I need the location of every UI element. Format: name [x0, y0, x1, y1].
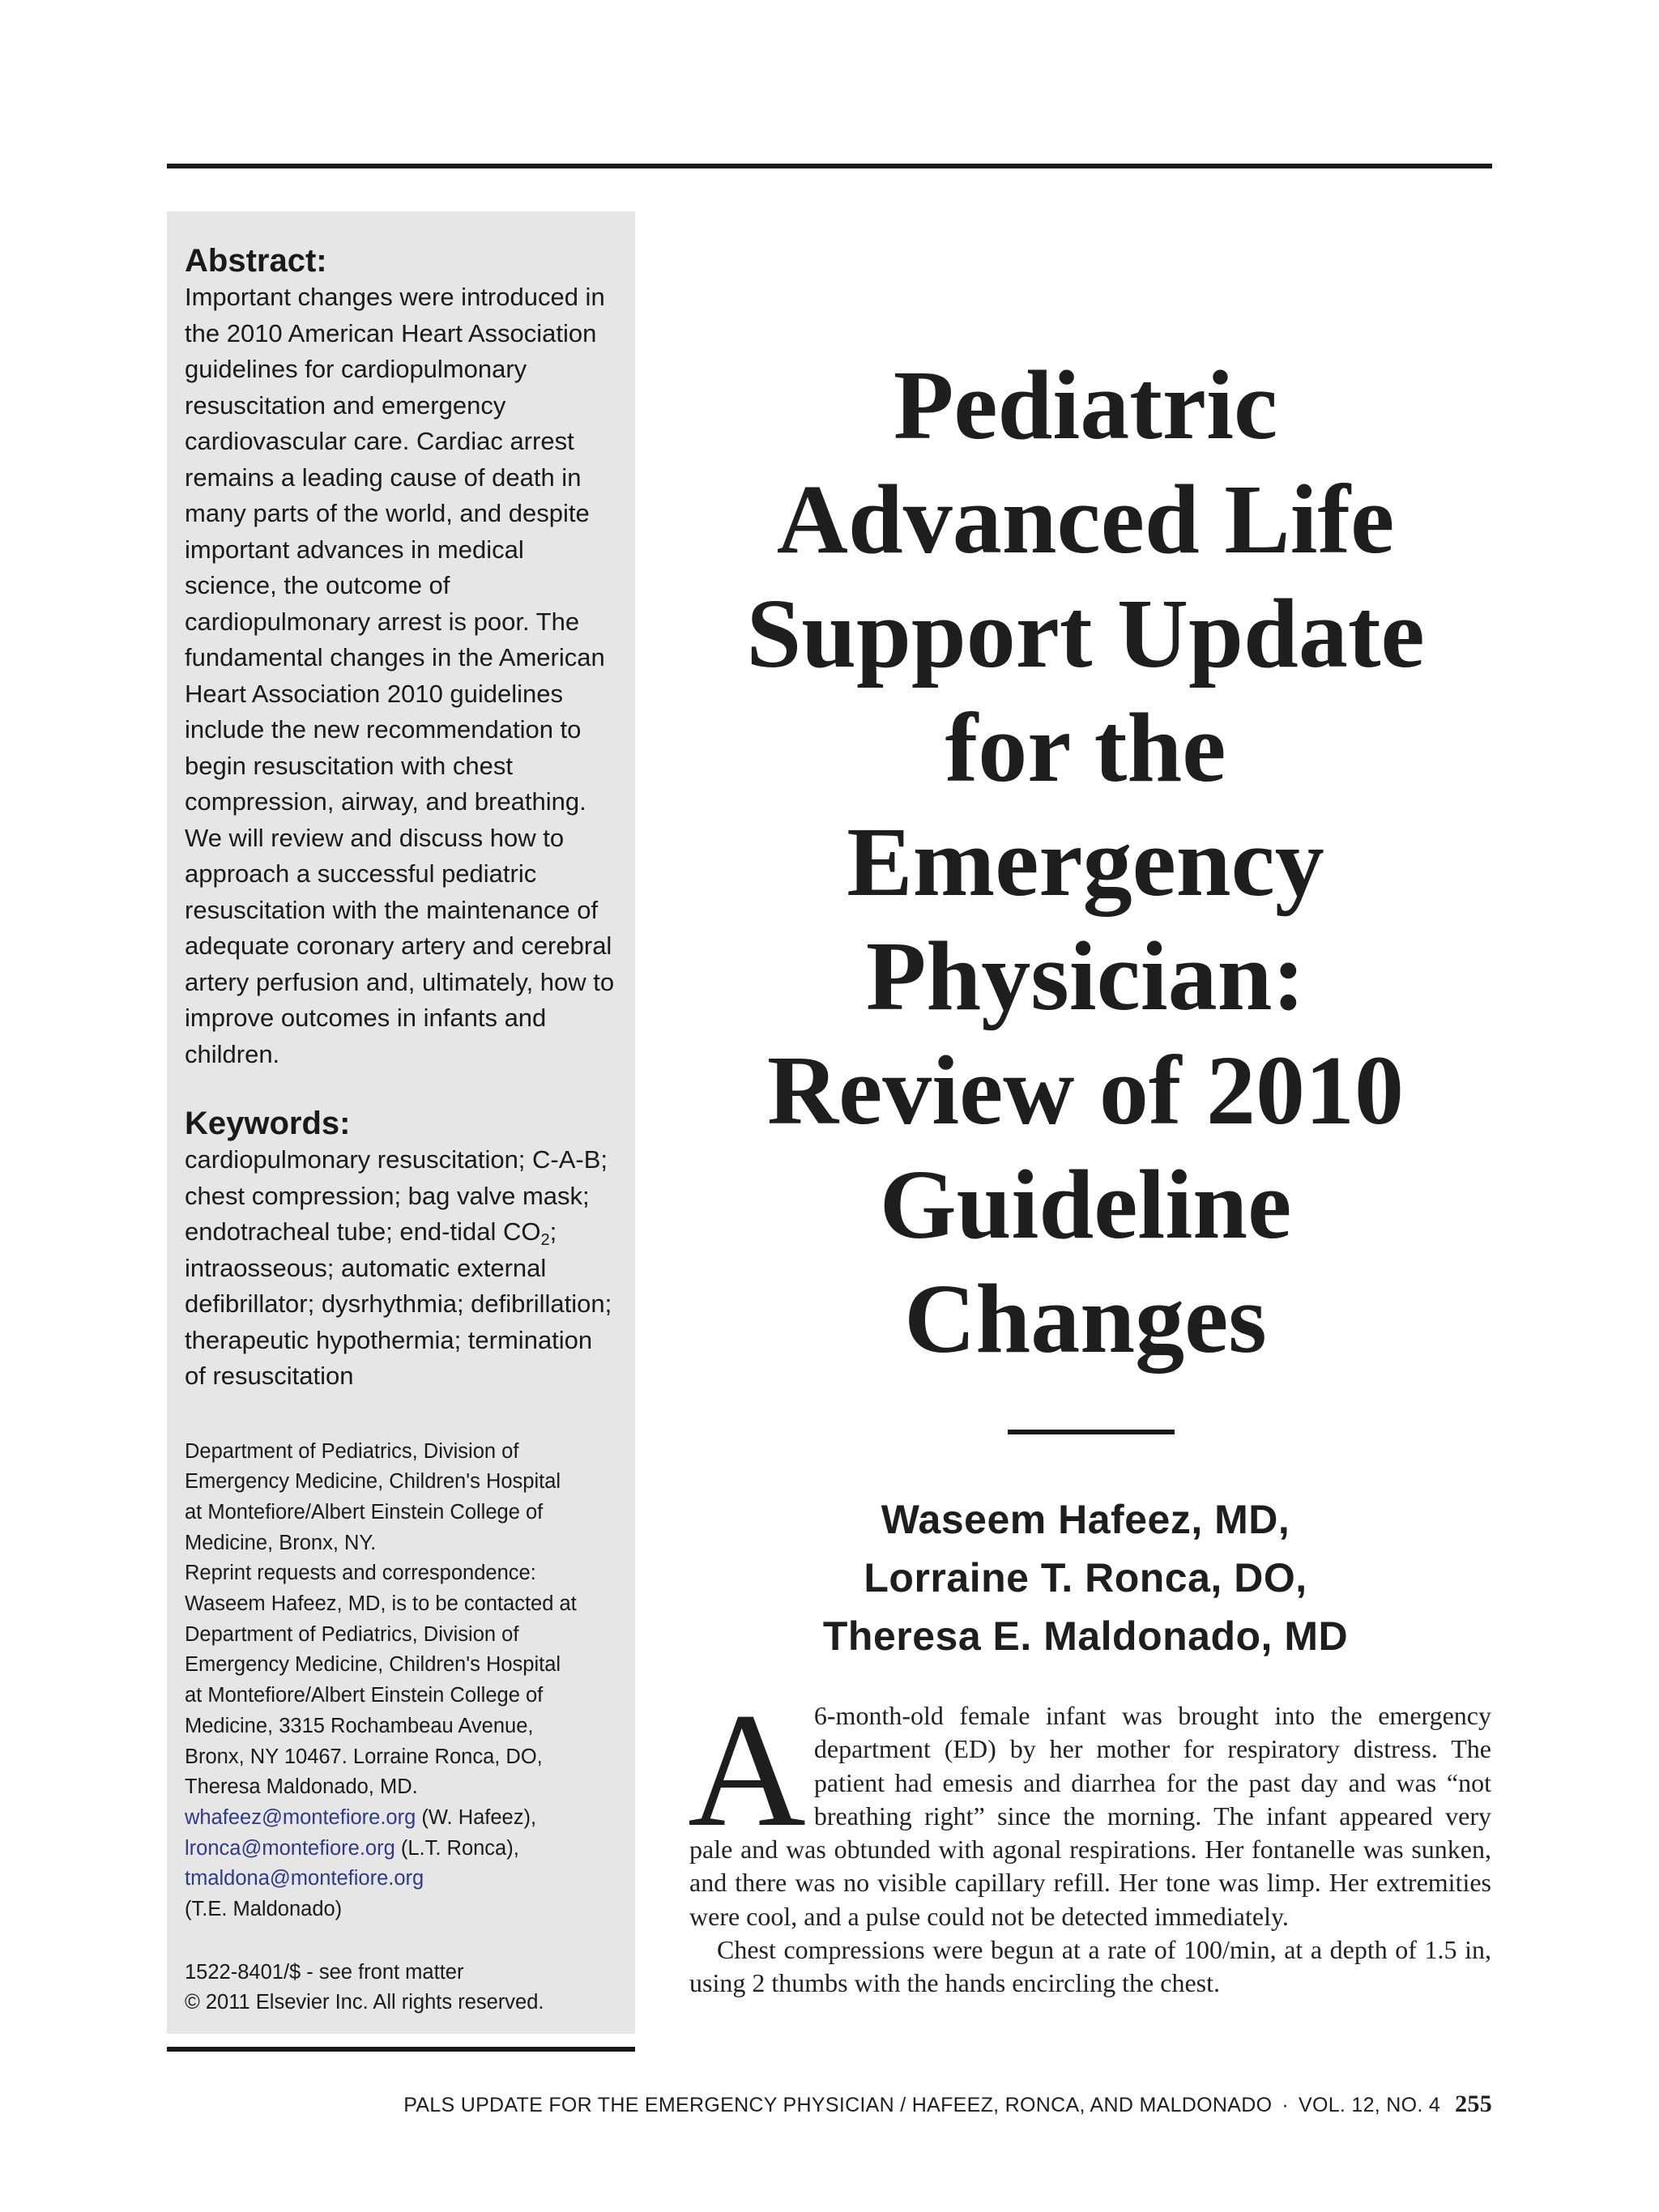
author-ronca: Lorraine T. Ronca, DO,: [864, 1555, 1307, 1600]
author-maldonado: Theresa E. Maldonado, MD: [822, 1613, 1349, 1659]
author-hafeez: Waseem Hafeez, MD,: [881, 1497, 1290, 1542]
body-paragraph-1: [688, 1679, 1491, 1933]
email-owner-ronca: (L.T. Ronca),: [394, 1836, 519, 1860]
sidebar-bottom-rule: [167, 2047, 635, 2052]
affiliation-line: Medicine, 3315 Rochambeau Avenue,: [185, 1714, 534, 1737]
title-line: Emergency: [847, 808, 1324, 917]
body-paragraph-1-text: 6-month-old female infant was brought into the emergency department (ED) by her mother for respiratory distress. The patient had emesis and diarrhea for the past day and was “not breathing right” since the morning. The infant appeared very pale and was obtunded with agonal respirations. Her fontanelle was sunken, and there was no visible capillary refill. Her tone was limp. Her extremities were cool, and a pulse could not be detected immediately.: [689, 1701, 1491, 1931]
page-number: 255: [1455, 2091, 1492, 2117]
title-line: for the: [945, 693, 1226, 803]
title-line: Review of 2010: [766, 1036, 1405, 1145]
email-owner-maldonado: (T.E. Maldonado): [185, 1898, 343, 1921]
affiliation-line: Bronx, NY 10467. Lorraine Ronca, DO,: [185, 1745, 543, 1768]
title-line: Support Update: [746, 579, 1425, 688]
issn-line: 1522-8401/$ - see front matter: [185, 1960, 464, 1984]
drop-cap: A: [688, 1679, 806, 1860]
volume-info: VOL. 12, NO. 4: [1298, 2094, 1441, 2116]
keywords-heading: Keywords:: [185, 1106, 351, 1141]
affiliation-line: Emergency Medicine, Children's Hospital: [185, 1653, 561, 1677]
article-body: [688, 1679, 1491, 2001]
email-link-maldonado[interactable]: tmaldona@montefiore.org: [185, 1867, 424, 1890]
title-divider: [1008, 1430, 1175, 1434]
title-line: Physician:: [865, 922, 1306, 1031]
affiliation-line: Department of Pediatrics, Division of: [185, 1622, 519, 1646]
footer-separator: ·: [1282, 2094, 1289, 2116]
email-link-hafeez[interactable]: whafeez@montefiore.org: [185, 1805, 416, 1829]
copyright-line: © 2011 Elsevier Inc. All rights reserved.: [185, 1991, 544, 2014]
abstract-text: Important changes were introduced in the 2010 American Heart Association guidelines for cardiopulmonary resuscitation and emergency cardiovascular care. Cardiac arrest remains a leading cause of death in many parts of the world, and despite important advances in medical science, the outcome of cardiopulmonary arrest is poor. The fundamental changes in the American Heart Association 2010 guidelines include the new recommendation to begin resuscitation with chest compression, airway, and breathing. We will review and discuss how to approach a successful pediatric resuscitation with the maintenance of adequate coronary artery and cerebral artery perfusion and, ultimately, how to improve outcomes in infants and children.: [185, 283, 615, 1068]
affiliation-line: at Montefiore/Albert Einstein College of: [185, 1500, 544, 1524]
issn-block: [185, 1958, 619, 2018]
affiliation-line: Emergency Medicine, Children's Hospital: [185, 1470, 561, 1494]
running-head: PALS UPDATE FOR THE EMERGENCY PHYSICIAN / HAFEEZ, RONCA, AND MALDONADO: [403, 2094, 1273, 2116]
article-title: [697, 348, 1474, 1376]
email-link-ronca[interactable]: lronca@montefiore.org: [185, 1836, 395, 1860]
email-owner-hafeez: (W. Hafeez),: [416, 1805, 537, 1829]
abstract-heading: Abstract:: [185, 243, 327, 279]
keywords-text-part1: cardiopulmonary resuscitation; C-A-B; chest compression; bag valve mask; endotracheal tube; end-tidal CO: [185, 1145, 608, 1246]
email-line-ronca: [185, 1834, 619, 1865]
title-line: Pediatric: [893, 351, 1278, 460]
author-list: [697, 1490, 1474, 1665]
body-paragraph-2: Chest compressions were begun at a rate of 100/min, at a depth of 1.5 in, using 2 thumbs with the hands encircling the chest.: [689, 1935, 1491, 1998]
title-line: Changes: [904, 1264, 1267, 1374]
page-footer: [167, 2091, 1492, 2118]
affiliation-block: [185, 1437, 619, 1925]
affiliation-line: Theresa Maldonado, MD.: [185, 1775, 418, 1799]
keywords-subscript: 2: [540, 1231, 550, 1249]
email-line-hafeez: [185, 1803, 619, 1834]
affiliation-line: Reprint requests and correspondence:: [185, 1562, 536, 1585]
title-line: Advanced Life: [776, 465, 1395, 574]
title-line: Guideline: [879, 1150, 1292, 1259]
keywords-text: [185, 1142, 619, 1395]
affiliation-line: at Montefiore/Albert Einstein College of: [185, 1684, 544, 1707]
affiliation-line: Department of Pediatrics, Division of: [185, 1439, 519, 1463]
top-rule: [167, 164, 1492, 168]
keywords-text-part2: ; intraosseous; automatic external defibrillator; dysrhythmia; defibrillation; therapeutic hypothermia; termination of resuscitation: [185, 1217, 612, 1390]
abstract-sidebar: [167, 211, 635, 2034]
affiliation-line: Waseem Hafeez, MD, is to be contacted at: [185, 1592, 577, 1616]
affiliation-line: Medicine, Bronx, NY.: [185, 1531, 377, 1554]
